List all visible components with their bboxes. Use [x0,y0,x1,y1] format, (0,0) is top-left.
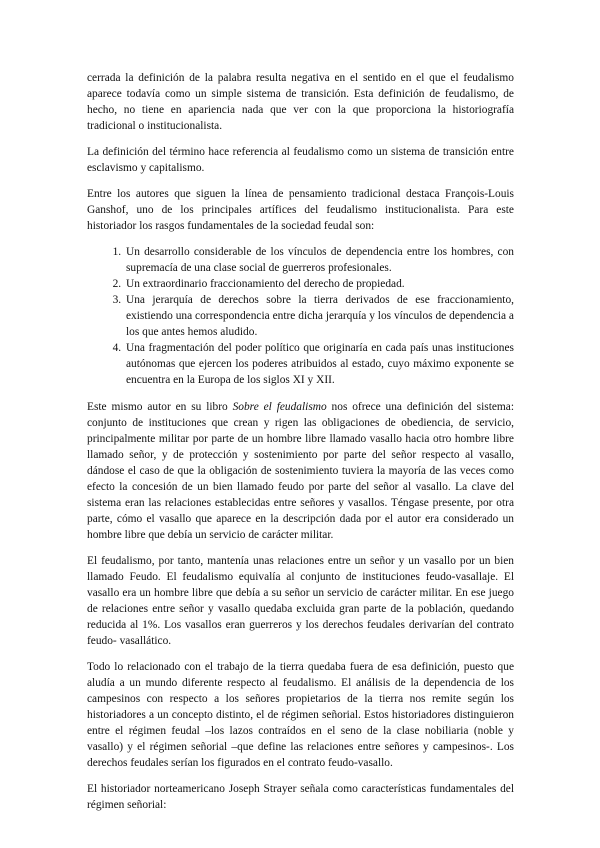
paragraph-feudo-vasallaje: El feudalismo, por tanto, mantenía unas relaciones entre un señor y un vasallo por un bien llamado Feudo. El feudalismo equivalía al conjunto de instituciones feudo-vasallaje. El vasallo era un hombre libre que debía a su señor un servicio de carácter militar. En ese juego de relaciones entre señor y vasallo quedaba excluida gran parte de la población, quedando reducida al 1%. Los vasallos eran guerreros y los derechos feudales derivarían del contrato feudo- vasallático. [87,555,514,647]
list-item: 3. Una jerarquía de derechos sobre la tierra derivados de ese fraccionamiento, existiendo una correspondencia entre dicha jerarquía y los vínculos de dependencia a los que antes hemos aludido. [124,292,514,340]
book-title: Sobre el feudalismo [232,401,327,413]
paragraph-ganshof-definition [87,399,514,543]
list-item: 2. Un extraordinario fraccionamiento del derecho de propiedad. [124,276,514,292]
paragraph-ganshof-intro: Entre los autores que siguen la línea de pensamiento tradicional destaca François-Louis Ganshof, uno de los principales artífices del feudalismo institucionalista. Para este historiador los rasgos fundamentales de la sociedad feudal son: [87,188,514,232]
paragraph-transition-definition: La definición del término hace referencia al feudalismo como un sistema de transición entre esclavismo y capitalismo. [87,146,514,174]
document-body [87,70,514,823]
paragraph-strayer-intro: El historiador norteamericano Joseph Strayer señala como características fundamentales del régimen señorial: [87,783,514,811]
list-item: 1. Un desarrollo considerable de los vínculos de dependencia entre los hombres, con supremacía de una clase social de guerreros profesionales. [124,244,514,276]
paragraph-text: Este mismo autor en su libro [87,401,233,413]
list-item: 4. Una fragmentación del poder político que originaría en cada país unas instituciones autónomas que ejercen los poderes atribuidos al estado, cuyo máximo exponente se encuentra en la Europa de los siglos XI y XII. [124,340,514,388]
paragraph-feudalism-negative-definition: cerrada la definición de la palabra resulta negativa en el sentido en el que el feudalismo aparece todavía como un simple sistema de transición. Esta definición de feudalismo, de hecho, no tiene en apariencia nada que ver con la que proporciona la historiografía tradicional o institucionalista. [87,72,514,132]
paragraph-text: nos ofrece una definición del sistema: conjunto de instituciones que crean y rigen las obligaciones de obediencia, de servicio, principalmente militar por parte de un hombre libre llamado vasallo hacia otro hombre libre llamado señor, y de protección y sostenimiento por parte del señor respecto al vasallo, dándose el caso de que la obligación de sostenimiento tuviera la mayoría de las veces como efecto la concesión de un bien llamado feudo por parte del señor al vasallo. La clave del sistema eran las relaciones establecidas entre señores y vasallos. Téngase presente, por otra parte, cómo el vasallo que aparece en la descripción dada por el autor era considerado un hombre libre que debía un servicio de carácter militar. [87,401,514,541]
paragraph-regimen-senorial: Todo lo relacionado con el trabajo de la tierra quedaba fuera de esa definición, puesto que aludía a un mundo diferente respecto al feudalismo. El análisis de la dependencia de los campesinos con respecto a los señores propietarios de la tierra nos remite según los historiadores a un concepto distinto, el de régimen señorial. Estos historiadores distinguieron entre el régimen feudal –los lazos contraídos en el seno de la clase nobiliaria (noble y vasallo) y el régimen señorial –que define las relaciones entre señores y campesinos-. Los derechos feudales serían los figurados en el contrato feudo-vasallo. [87,661,514,769]
feudal-features-list [87,244,514,388]
